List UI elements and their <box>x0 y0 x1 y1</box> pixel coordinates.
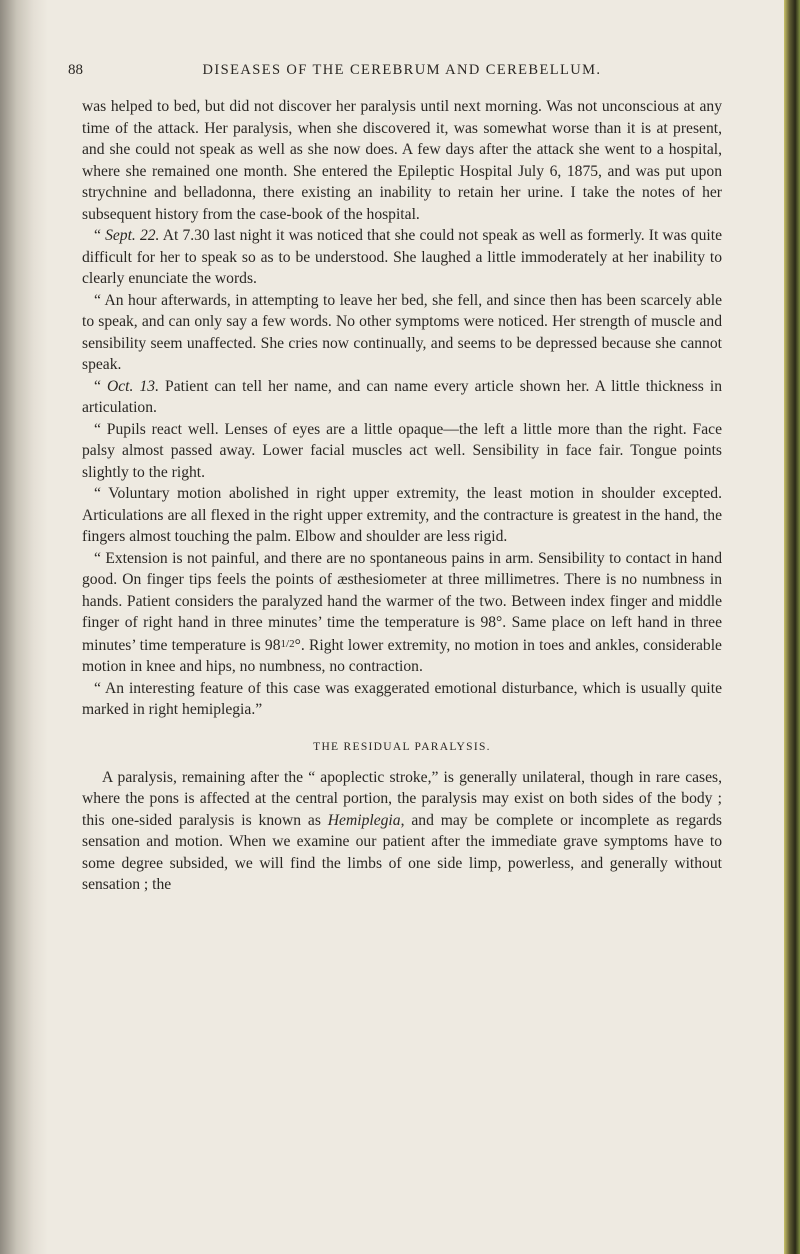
paragraph-sept-entry: “ Sept. 22. At 7.30 last night it was noticed that she could not speak as well as formerly. It was quite difficult for her to speak so as to be understood. She laughed a little immoderately at her inability to clearly enunciate the words. <box>82 227 722 287</box>
residual-text-a: A paralysis, remaining after the “ apoplectic stroke,” is generally unilateral, though in rare cases, where the pons is affected at the central portion, the paralysis may exist on both sides of the body ; this one-sided paralysis is known as <box>82 768 722 829</box>
page-number: 88 <box>68 62 83 78</box>
paragraph-hour-afterwards: “ An hour afterwards, in attempting to leave her bed, she fell, and since then has been scarcely able to speak, and can only say a few words. No other symptoms were noticed. Her strength of muscle and sensibility seem unaffected. She cries now continually, and seems to be depressed because she cannot speak. <box>82 291 722 373</box>
body-text <box>82 96 722 896</box>
extension-text-b: °. Right lower extremity, no motion in toes and ankles, considerable motion in knee and hips, no numbness, no contraction. <box>82 636 722 675</box>
paragraph-case-history: was helped to bed, but did not discover her paralysis until next morning. Was not unconscious at any time of the attack. Her paralysis, when she discovered it, was somewhat worse than it is at present, and she could not speak as well as she now does. A few days after the attack she went to a hospital, where she remained one month. She entered the Epileptic Hospital July 6, 1875, and was put upon strychnine and belladonna, there existing an inability to retain her urine. I take the notes of her subsequent history from the case-book of the hospital. <box>82 98 722 223</box>
extension-text-a: “ Extension is not painful, and there are no spontaneous pains in arm. Sensibility to contact in hand good. On finger tips feels the points of æsthesiometer at three millimetres. There is no numbness in hands. Patient considers the paralyzed hand the warmer of the two. Between index finger and middle finger of right hand in three minutes’ time the temperature is 98°. Same place on left hand in three minutes’ time temperature is 98 <box>82 549 722 654</box>
section-heading: THE RESIDUAL PARALYSIS. <box>313 740 491 753</box>
paragraph-voluntary-motion: “ Voluntary motion abolished in right upper extremity, the least motion in shoulder excepted. Articulations are all flexed in the right upper extremity, and the contracture is greatest in the hand, the fingers almost touching the palm. Elbow and shoulder are less rigid. <box>82 485 722 545</box>
page-edge-strip <box>784 0 800 1254</box>
date-oct: Oct. 13. <box>107 377 159 395</box>
running-head <box>68 62 722 90</box>
oct-entry-text: Patient can tell her name, and can name every article shown her. A little thickness in articulation. <box>82 377 722 416</box>
running-title: DISEASES OF THE CEREBRUM AND CEREBELLUM. <box>202 62 602 78</box>
sept-entry-text: At 7.30 last night it was noticed that she could not speak as well as formerly. It was quite difficult for her to speak so as to be understood. She laughed a little immoderately at her inability to clearly enunciate the words. <box>82 227 722 287</box>
paragraph-extension <box>82 548 722 678</box>
book-page <box>68 62 722 896</box>
paragraph-residual-paralysis <box>82 767 722 896</box>
page-binding-shadow <box>0 0 48 1254</box>
fraction-half: 1/2 <box>280 637 295 650</box>
residual-text-b: , and may be complete or incomplete as regards sensation and motion. When we examine our patient after the immediate grave symptoms have to some degree subsided, we will find the limbs of one side limp, powerless, and generally without sensation ; the <box>82 811 722 893</box>
date-sept: Sept. 22. <box>105 227 160 244</box>
paragraph-oct-entry: “ Oct. 13. Patient can tell her name, and can name every article shown her. A little thickness in articulation. <box>82 377 722 416</box>
paragraph-emotional-disturbance: “ An interesting feature of this case was exaggerated emotional disturbance, which is usually quite marked in right hemiplegia.” <box>82 679 722 718</box>
term-hemiplegia: Hemiplegia <box>327 811 401 829</box>
paragraph-pupils: “ Pupils react well. Lenses of eyes are a little opaque—the left a little more than the right. Face palsy almost passed away. Lower facial muscles act well. Sensibility in face fair. Tongue points slightly to the right. <box>82 420 722 481</box>
